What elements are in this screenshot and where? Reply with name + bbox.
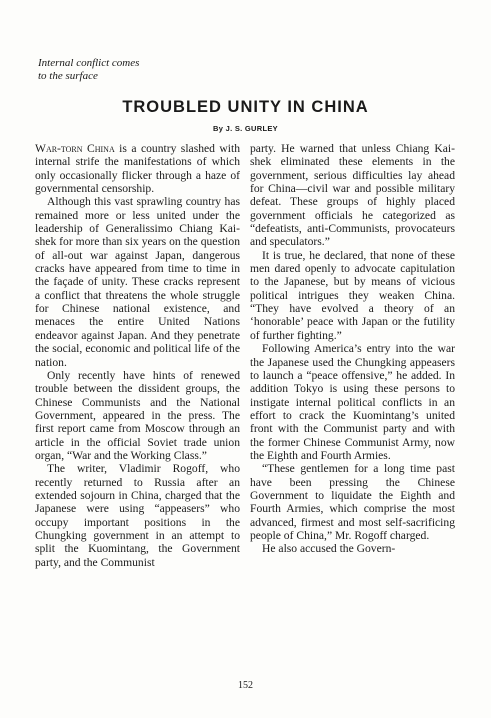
left-column bbox=[35, 142, 240, 569]
right-column bbox=[250, 142, 455, 556]
paragraph: party. He warned that unless Chiang Kai-shek eliminated these elements in the government, serious difficulties lay ahead for China—civil war and possible military defeat. These groups of highly placed government officials he categorized as “defeatists, anti-Communists, provocateurs and speculators.” bbox=[250, 142, 455, 249]
paragraph-text: is a country slashed with internal strife the manifestations of which only occasionally flicker through a haze of governmental censorship. bbox=[35, 142, 240, 196]
page-number: 152 bbox=[238, 680, 253, 691]
paragraph: Following America’s entry into the war the Japanese used the Chungking appeasers to launch a “peace offensive,” he added. In addition Tokyo is using these persons to instigate internal political conflicts in an effort to crack the Kuomintang’s united front with the Communist party and with the former Chinese Communist Army, now the Eighth and Fourth Armies. bbox=[250, 342, 455, 462]
paragraph: The writer, Vladimir Rogoff, who recently returned to Russia after an extended sojourn in China, charged that the Japanese were using “appeasers” who occupy important positions in the Chungking government in an attempt to split the Kuomintang, the Government party, and the Communist bbox=[35, 462, 240, 569]
article-title: TROUBLED UNITY IN CHINA bbox=[122, 98, 369, 116]
paragraph: Although this vast sprawling country has remained more or less united under the leadership of Generalissimo Chiang Kai-shek for more than six years on the question of all-out war against Japan, dangerous cracks have appeared from time to time in the façade of unity. These cracks represent a conflict that threatens the whole struggle for Chinese national existence, and menaces the entire United Nations endeavor against Japan. And they penetrate the social, economic and political life of the nation. bbox=[35, 195, 240, 369]
paragraph: He also accused the Govern- bbox=[262, 542, 396, 556]
paragraph: It is true, he declared, that none of these men dared openly to advocate capitulation to the Japanese, but by means of vicious political intrigues they weaken China. “They have evolved a theory of an ‘honorable’ peace with Japan or the futility of further fighting.” bbox=[250, 248, 455, 342]
byline: By J. S. GURLEY bbox=[213, 124, 278, 133]
paragraph: “These gentlemen for a long time past have been pressing the Chinese Government to liquidate the Eighth and Fourth Armies, which comprise the most advanced, firmest and most self-sacrificing people of China,” Mr. Rogoff charged. bbox=[250, 462, 455, 542]
kicker-line-1: Internal conflict comes bbox=[38, 57, 140, 69]
paragraph: Only recently have hints of renewed trouble between the dissident groups, the Chinese Communists and the National Government, appeared in the press. The first report came from Moscow through an article in the official Soviet trade union organ, “War and the Working Class.” bbox=[35, 368, 240, 462]
kicker bbox=[38, 57, 139, 83]
lead-small-caps: War-torn China bbox=[35, 142, 115, 155]
paragraph bbox=[35, 142, 240, 195]
kicker-line-2: to the surface bbox=[38, 70, 98, 82]
